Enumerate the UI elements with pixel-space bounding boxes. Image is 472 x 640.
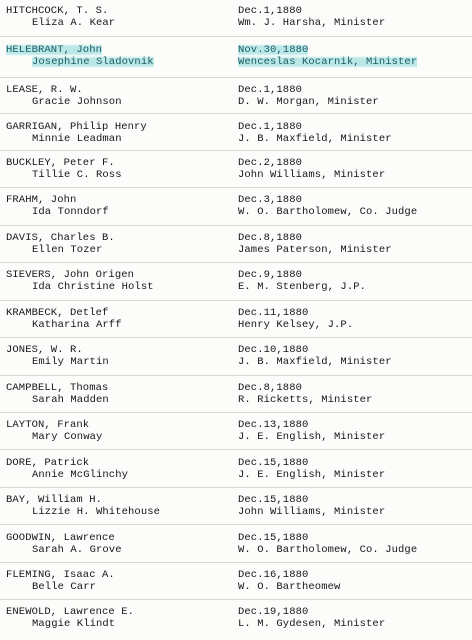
- entry-row: [0, 530, 472, 564]
- officiant: W. O. Bartholomew, Co. Judge: [238, 544, 418, 556]
- marriage-date: Dec.13,1880: [238, 419, 309, 431]
- marriage-date: Dec.15,1880: [238, 532, 309, 544]
- row-divider: [0, 150, 472, 151]
- officiant: Wm. J. Harsha, Minister: [238, 17, 386, 29]
- officiant: D. W. Morgan, Minister: [238, 96, 379, 108]
- bride-name: Katharina Arff: [32, 319, 122, 331]
- officiant: J. B. Maxfield, Minister: [238, 356, 392, 368]
- bride-name: Ellen Tozer: [32, 244, 103, 256]
- groom-name: HITCHCOCK, T. S.: [6, 5, 109, 17]
- marriage-date: Dec.8,1880: [238, 382, 303, 394]
- entry-row: [0, 230, 472, 264]
- row-divider: [0, 524, 472, 525]
- marriage-date: Dec.10,1880: [238, 344, 309, 356]
- entry-row: [0, 155, 472, 189]
- groom-name: FRAHM, John: [6, 194, 77, 206]
- bride-name: Eliza A. Kear: [32, 17, 116, 29]
- officiant: James Paterson, Minister: [238, 244, 392, 256]
- officiant: J. B. Maxfield, Minister: [238, 133, 392, 145]
- marriage-date: Dec.1,1880: [238, 84, 303, 96]
- bride-name: Ida Tonndorf: [32, 206, 109, 218]
- entry-row: [0, 267, 472, 301]
- groom-name: LEASE, R. W.: [6, 84, 83, 96]
- groom-name: SIEVERS, John Origen: [6, 269, 135, 281]
- entry-row: [0, 380, 472, 414]
- row-divider: [0, 449, 472, 450]
- row-divider: [0, 375, 472, 376]
- marriage-date: Dec.16,1880: [238, 569, 309, 581]
- marriage-date: Dec.15,1880: [238, 457, 309, 469]
- entry-row-highlighted: [0, 42, 472, 76]
- officiant: W. O. Bartheomew: [238, 581, 341, 593]
- bride-name: Annie McGlinchy: [32, 469, 129, 481]
- bride-name: Belle Carr: [32, 581, 97, 593]
- officiant: Wenceslas Kocarnik, Minister: [238, 56, 418, 68]
- groom-name: BAY, William H.: [6, 494, 103, 506]
- entry-row: [0, 604, 472, 638]
- groom-name: GARRIGAN, Philip Henry: [6, 121, 147, 133]
- marriage-date: Dec.3,1880: [238, 194, 303, 206]
- bride-name: Sarah Madden: [32, 394, 109, 406]
- row-divider: [0, 300, 472, 301]
- bride-name: Minnie Leadman: [32, 133, 122, 145]
- officiant: John Williams, Minister: [238, 506, 386, 518]
- row-divider: [0, 36, 472, 37]
- groom-name: GOODWIN, Lawrence: [6, 532, 115, 544]
- bride-name: Emily Martin: [32, 356, 109, 368]
- marriage-date: Dec.9,1880: [238, 269, 303, 281]
- entry-row: [0, 567, 472, 601]
- officiant: W. O. Bartholomew, Co. Judge: [238, 206, 418, 218]
- entry-row: [0, 82, 472, 116]
- officiant: Henry Kelsey, J.P.: [238, 319, 354, 331]
- entry-row: [0, 192, 472, 226]
- bride-name: Sarah A. Grove: [32, 544, 122, 556]
- groom-name: LAYTON, Frank: [6, 419, 90, 431]
- groom-name: FLEMING, Isaac A.: [6, 569, 115, 581]
- marriage-date: Dec.8,1880: [238, 232, 303, 244]
- row-divider: [0, 337, 472, 338]
- row-divider: [0, 562, 472, 563]
- groom-name: CAMPBELL, Thomas: [6, 382, 109, 394]
- marriage-date: Dec.19,1880: [238, 606, 309, 618]
- groom-name: HELEBRANT, John: [6, 44, 103, 56]
- entry-row: [0, 305, 472, 339]
- bride-name: Josephine Sladovnik: [32, 56, 154, 68]
- marriage-date: Dec.15,1880: [238, 494, 309, 506]
- officiant: R. Ricketts, Minister: [238, 394, 373, 406]
- officiant: L. M. Gydesen, Minister: [238, 618, 386, 630]
- officiant: J. E. English, Minister: [238, 431, 386, 443]
- bride-name: Lizzie H. Whitehouse: [32, 506, 161, 518]
- officiant: John Williams, Minister: [238, 169, 386, 181]
- groom-name: DAVIS, Charles B.: [6, 232, 115, 244]
- bride-name: Maggie Klindt: [32, 618, 116, 630]
- groom-name: BUCKLEY, Peter F.: [6, 157, 115, 169]
- row-divider: [0, 262, 472, 263]
- row-divider: [0, 487, 472, 488]
- bride-name: Gracie Johnson: [32, 96, 122, 108]
- groom-name: DORE, Patrick: [6, 457, 90, 469]
- officiant: J. E. English, Minister: [238, 469, 386, 481]
- marriage-date: Dec.1,1880: [238, 5, 303, 17]
- entry-row: [0, 119, 472, 153]
- bride-name: Tillie C. Ross: [32, 169, 122, 181]
- row-divider: [0, 187, 472, 188]
- groom-name: JONES, W. R.: [6, 344, 83, 356]
- officiant: E. M. Stenberg, J.P.: [238, 281, 367, 293]
- entry-row: [0, 455, 472, 489]
- entry-row: [0, 417, 472, 451]
- entry-row: [0, 342, 472, 376]
- row-divider: [0, 113, 472, 114]
- row-divider: [0, 225, 472, 226]
- bride-name: Mary Conway: [32, 431, 103, 443]
- groom-name: KRAMBECK, Detlef: [6, 307, 109, 319]
- entry-row: [0, 492, 472, 526]
- row-divider: [0, 599, 472, 600]
- marriage-date: Nov.30,1880: [238, 44, 309, 56]
- groom-name: ENEWOLD, Lawrence E.: [6, 606, 135, 618]
- marriage-date: Dec.2,1880: [238, 157, 303, 169]
- row-divider: [0, 77, 472, 78]
- row-divider: [0, 412, 472, 413]
- bride-name: Ida Christine Holst: [32, 281, 154, 293]
- marriage-date: Dec.1,1880: [238, 121, 303, 133]
- marriage-date: Dec.11,1880: [238, 307, 309, 319]
- entry-row: [0, 3, 472, 37]
